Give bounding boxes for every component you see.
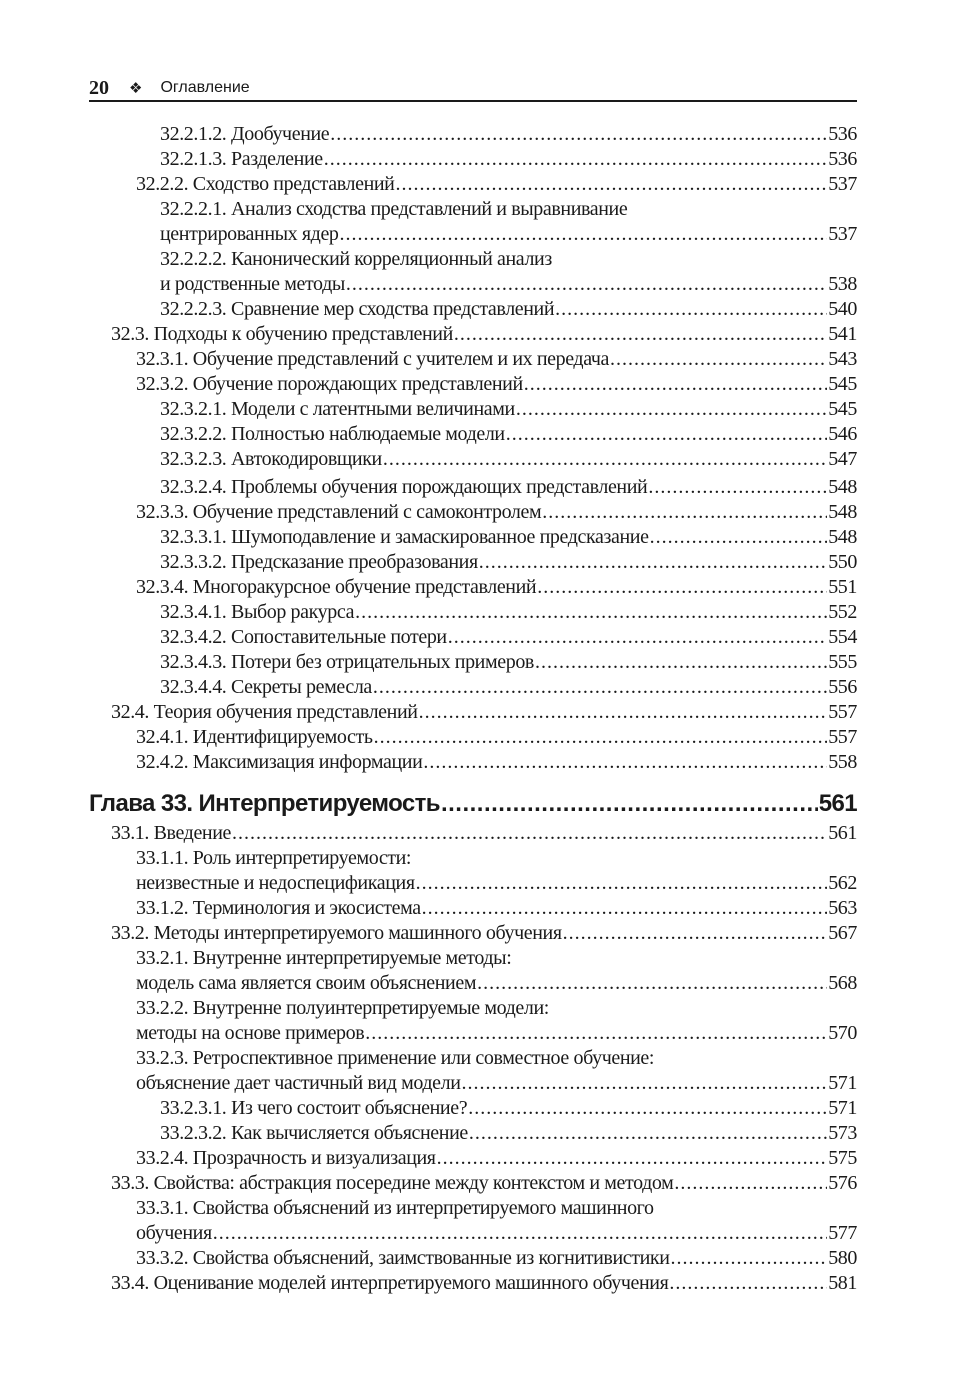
toc-entry-line — [111, 700, 857, 725]
toc-entry-line — [160, 447, 857, 472]
toc-entry-line — [136, 896, 857, 921]
toc-entry-page: 536 — [828, 148, 857, 170]
toc-entry[interactable] — [89, 247, 857, 297]
toc-entry-title-continuation: объяснение дает частичный вид модели — [136, 1072, 461, 1094]
toc-entry[interactable] — [89, 550, 857, 575]
dot-leader — [648, 475, 827, 500]
toc-entry-page: 575 — [828, 1147, 857, 1169]
toc-entry-line — [136, 1046, 857, 1071]
dot-leader — [555, 297, 827, 322]
dot-leader — [563, 921, 828, 946]
dot-leader — [454, 322, 827, 347]
toc-entry-title: 33.3.2. Свойства объяснений, заимствованные из когнитивистики — [136, 1247, 670, 1269]
toc-entry[interactable] — [89, 996, 857, 1046]
toc-entry[interactable] — [89, 946, 857, 996]
toc-entry-page: 546 — [828, 423, 857, 445]
toc-entry-title: 32.3.4. Многоракурсное обучение представлений — [136, 576, 537, 598]
dot-leader — [422, 896, 828, 921]
toc-entry-title: 33.2.3.2. Как вычисляется объяснение — [160, 1122, 468, 1144]
dot-leader — [506, 422, 827, 447]
dot-leader — [671, 1246, 828, 1271]
toc-entry-title: 32.3.2.4. Проблемы обучения порождающих представлений — [160, 476, 648, 498]
dot-leader — [416, 871, 828, 896]
toc-entry-title: 32.3.4.4. Секреты ремесла — [160, 676, 372, 698]
dot-leader — [537, 575, 827, 600]
dot-leader — [213, 1221, 827, 1246]
toc-entry-title: 32.3.3.1. Шумоподавление и замаскированное предсказание — [160, 526, 649, 548]
toc-entry-line — [136, 1146, 857, 1171]
toc-entry-title: 32.3.3. Обучение представлений с самоконтролем — [136, 501, 542, 523]
toc-entry[interactable] — [89, 1096, 857, 1121]
toc-entry-title: 32.3.4.2. Сопоставительные потери — [160, 626, 447, 648]
toc-entry-title: 32.2.1.3. Разделение — [160, 148, 323, 170]
toc-entry-line — [136, 575, 857, 600]
toc-entry-line — [136, 725, 857, 750]
toc-entry-line — [160, 272, 857, 297]
toc-entry[interactable] — [89, 122, 857, 147]
toc-entry-page: 545 — [828, 398, 857, 420]
toc-entry[interactable] — [89, 1171, 857, 1196]
dot-leader — [340, 222, 828, 247]
toc-entry-line — [136, 846, 857, 871]
toc-entry-title: 32.3.2.3. Автокодировщики — [160, 448, 382, 470]
toc-entry-page: 537 — [828, 173, 857, 195]
dot-leader — [674, 1171, 827, 1196]
toc-entry-page: 562 — [828, 872, 857, 894]
toc-entry-title-continuation: и родственные методы — [160, 273, 345, 295]
toc-entry-page: 555 — [828, 651, 857, 673]
dot-leader — [365, 1021, 827, 1046]
toc-entry-line — [160, 297, 857, 322]
toc-entry-page: 550 — [828, 551, 857, 573]
dot-leader — [373, 675, 827, 700]
dot-leader — [610, 347, 827, 372]
toc-entry[interactable] — [89, 297, 857, 322]
toc-entry-title-continuation: обучения — [136, 1222, 212, 1244]
toc-entry-title: 32.2.1.2. Дообучение — [160, 123, 330, 145]
toc-entry-page: 552 — [828, 601, 857, 623]
toc-entry[interactable] — [89, 846, 857, 896]
dot-leader — [324, 147, 827, 172]
dot-leader — [441, 788, 818, 820]
running-header — [89, 76, 857, 102]
toc-entry-page: 573 — [828, 1122, 857, 1144]
toc-entry-page: 558 — [828, 751, 857, 773]
toc-entry-line — [136, 1221, 857, 1246]
toc-entry-title: 32.3.3.2. Предсказание преобразования — [160, 551, 478, 573]
toc-entry-title-continuation: центрированных ядер — [160, 223, 339, 245]
toc-entry-page: 536 — [828, 123, 857, 145]
toc-entry-page: 557 — [828, 726, 857, 748]
toc-entry[interactable] — [89, 600, 857, 625]
toc-entry-page: 538 — [828, 273, 857, 295]
running-title: Оглавление — [160, 79, 250, 96]
chapter-page: 561 — [818, 790, 857, 817]
toc-entry-page: 537 — [828, 223, 857, 245]
dot-leader — [437, 1146, 828, 1171]
toc-entry-line — [136, 1196, 857, 1221]
toc-entry-title: 33.2. Методы интерпретируемого машинного обучения — [111, 922, 562, 944]
toc-entry-title: 33.2.4. Прозрачность и визуализация — [136, 1147, 436, 1169]
toc-entry-title: 32.3.2.1. Модели с латентными величинами — [160, 398, 515, 420]
dot-leader — [330, 122, 827, 147]
toc-entry-line — [136, 500, 857, 525]
toc-entry-title: 32.3.1. Обучение представлений с учителем и их передача — [136, 348, 610, 370]
toc-entry[interactable] — [89, 147, 857, 172]
toc-entry[interactable] — [89, 322, 857, 347]
toc-entry[interactable] — [89, 1146, 857, 1171]
toc-entry-page: 561 — [828, 822, 857, 844]
toc-entry-title: 33.2.2. Внутренне полуинтерпретируемые модели: — [136, 997, 549, 1019]
ornament-icon: ❖ — [129, 79, 143, 97]
toc-entry-line — [160, 600, 857, 625]
toc-entry-line — [111, 821, 857, 846]
toc-entry-page: 554 — [828, 626, 857, 648]
toc-entry-title-continuation: неизвестные и недоспецификация — [136, 872, 415, 894]
toc-entry-title-continuation: методы на основе примеров — [136, 1022, 365, 1044]
toc-entry-line — [136, 172, 857, 197]
toc-entry-line — [136, 1246, 857, 1271]
dot-leader — [419, 700, 828, 725]
toc-entry[interactable] — [89, 500, 857, 525]
toc-entry-title: 33.4. Оценивание моделей интерпретируемого машинного обучения — [111, 1272, 669, 1294]
toc-entry-page: 567 — [828, 922, 857, 944]
toc-entry-line — [160, 247, 857, 272]
toc-entry-page: 576 — [828, 1172, 857, 1194]
toc-entry-title: 32.2.2.2. Канонический корреляционный анализ — [160, 248, 552, 270]
dot-leader — [524, 372, 827, 397]
toc-entry-title: 33.1.1. Роль интерпретируемости: — [136, 847, 412, 869]
toc-entry-line — [136, 1071, 857, 1096]
toc-entry-line — [160, 422, 857, 447]
toc-section-33 — [89, 821, 857, 1296]
toc-entry-title: 32.3.2. Обучение порождающих представлений — [136, 373, 523, 395]
dot-leader — [462, 1071, 828, 1096]
toc-entry[interactable] — [89, 1121, 857, 1146]
toc-entry[interactable] — [89, 650, 857, 675]
toc-entry-page: 556 — [828, 676, 857, 698]
toc-entry[interactable] — [89, 1246, 857, 1271]
toc-entry-page: 548 — [828, 501, 857, 523]
toc-entry-title: 32.3. Подходы к обучению представлений — [111, 323, 453, 345]
toc-entry-line — [136, 996, 857, 1021]
toc-entry-line — [136, 1021, 857, 1046]
toc-entry-title: 32.3.4.3. Потери без отрицательных примеров — [160, 651, 534, 673]
dot-leader — [479, 550, 827, 575]
toc-entry[interactable] — [89, 397, 857, 422]
dot-leader — [383, 447, 827, 472]
toc-entry-title: 32.4.2. Максимизация информации — [136, 751, 423, 773]
toc-entry-page: 543 — [828, 348, 857, 370]
toc-entry-title: 32.4. Теория обучения представлений — [111, 701, 418, 723]
toc-entry-line — [160, 625, 857, 650]
dot-leader — [232, 821, 827, 846]
toc-entry[interactable] — [89, 575, 857, 600]
toc-entry-page: 580 — [828, 1247, 857, 1269]
toc-entry-line — [160, 222, 857, 247]
toc-entry-line — [111, 322, 857, 347]
toc-entry-page: 540 — [828, 298, 857, 320]
toc-entry[interactable] — [89, 921, 857, 946]
toc-entry[interactable] — [89, 1196, 857, 1246]
toc-entry[interactable] — [89, 821, 857, 846]
dot-leader — [468, 1096, 827, 1121]
toc-section-32 — [89, 122, 857, 775]
toc-entry-line — [160, 475, 857, 500]
toc-entry[interactable] — [89, 1046, 857, 1096]
toc-entry-line — [136, 971, 857, 996]
toc-entry-line — [136, 372, 857, 397]
dot-leader — [477, 971, 827, 996]
toc-entry-title: 33.2.3.1. Из чего состоит объяснение? — [160, 1097, 468, 1119]
toc-chapter-heading[interactable] — [89, 788, 857, 820]
toc-entry[interactable] — [89, 625, 857, 650]
toc-entry-page: 548 — [828, 526, 857, 548]
toc-entry[interactable] — [89, 347, 857, 372]
toc-entry-line — [160, 650, 857, 675]
page-number: 20 — [89, 77, 109, 99]
dot-leader — [448, 625, 827, 650]
toc-entry-line — [160, 675, 857, 700]
toc-entry-line — [111, 921, 857, 946]
dot-leader — [395, 172, 827, 197]
toc-entry[interactable] — [89, 675, 857, 700]
toc-entry-page: 541 — [828, 323, 857, 345]
toc-entry-line — [111, 1171, 857, 1196]
toc-entry-page: 548 — [828, 476, 857, 498]
toc-entry-title: 33.3. Свойства: абстракция посередине между контекстом и методом — [111, 1172, 674, 1194]
toc-entry-title: 32.2.2.3. Сравнение мер сходства представлений — [160, 298, 555, 320]
toc-entry-line — [160, 1121, 857, 1146]
dot-leader — [542, 500, 827, 525]
toc-entry-title: 33.1.2. Терминология и экосистема — [136, 897, 421, 919]
toc-entry-page: 563 — [828, 897, 857, 919]
toc-entry[interactable] — [89, 197, 857, 247]
toc-entry-line — [160, 550, 857, 575]
toc-entry-line — [160, 525, 857, 550]
toc-entry[interactable] — [89, 447, 857, 472]
toc-entry-title: 32.4.1. Идентифицируемость — [136, 726, 373, 748]
toc-entry-line — [160, 197, 857, 222]
dot-leader — [535, 650, 827, 675]
toc-entry[interactable] — [89, 525, 857, 550]
dot-leader — [669, 1271, 827, 1296]
toc-entry-page: 570 — [828, 1022, 857, 1044]
toc-entry-line — [111, 1271, 857, 1296]
toc-entry-title: 33.3.1. Свойства объяснений из интерпретируемого машинного — [136, 1197, 654, 1219]
toc-entry-title: 33.2.1. Внутренне интерпретируемые методы: — [136, 947, 512, 969]
toc-entry-line — [160, 122, 857, 147]
toc-entry[interactable] — [89, 700, 857, 725]
toc-entry-title: 32.3.2.2. Полностью наблюдаемые модели — [160, 423, 505, 445]
toc-entry[interactable] — [89, 1271, 857, 1296]
toc-entry-page: 571 — [828, 1072, 857, 1094]
toc-entry-title-continuation: модель сама является своим объяснением — [136, 972, 477, 994]
toc-entry-title: 32.2.2.1. Анализ сходства представлений и выравнивание — [160, 198, 628, 220]
dot-leader — [516, 397, 827, 422]
dot-leader — [469, 1121, 827, 1146]
toc-entry[interactable] — [89, 750, 857, 775]
toc-entry[interactable] — [89, 896, 857, 921]
toc-entry-page: 568 — [828, 972, 857, 994]
toc-entry-page: 577 — [828, 1222, 857, 1244]
toc-entry-line — [136, 946, 857, 971]
toc-entry-line — [160, 147, 857, 172]
dot-leader — [355, 600, 827, 625]
table-of-contents — [89, 122, 857, 1296]
toc-entry-page: 545 — [828, 373, 857, 395]
chapter-title: Глава 33. Интерпретируемость — [89, 790, 440, 817]
toc-entry[interactable] — [89, 422, 857, 447]
toc-entry-page: 581 — [828, 1272, 857, 1294]
toc-entry-line — [136, 871, 857, 896]
toc-entry-page: 551 — [828, 576, 857, 598]
dot-leader — [374, 725, 828, 750]
toc-entry-page: 557 — [828, 701, 857, 723]
toc-entry[interactable] — [89, 475, 857, 500]
toc-entry[interactable] — [89, 725, 857, 750]
toc-entry-line — [160, 397, 857, 422]
dot-leader — [650, 525, 828, 550]
toc-entry-line — [136, 750, 857, 775]
toc-entry[interactable] — [89, 172, 857, 197]
dot-leader — [423, 750, 827, 775]
toc-entry-title: 33.1. Введение — [111, 822, 232, 844]
toc-entry-line — [160, 1096, 857, 1121]
toc-entry-line — [136, 347, 857, 372]
toc-entry-title: 32.2.2. Сходство представлений — [136, 173, 395, 195]
dot-leader — [346, 272, 827, 297]
toc-entry-page: 571 — [828, 1097, 857, 1119]
toc-entry[interactable] — [89, 372, 857, 397]
toc-entry-title: 32.3.4.1. Выбор ракурса — [160, 601, 355, 623]
toc-entry-title: 33.2.3. Ретроспективное применение или совместное обучение: — [136, 1047, 655, 1069]
toc-entry-page: 547 — [828, 448, 857, 470]
